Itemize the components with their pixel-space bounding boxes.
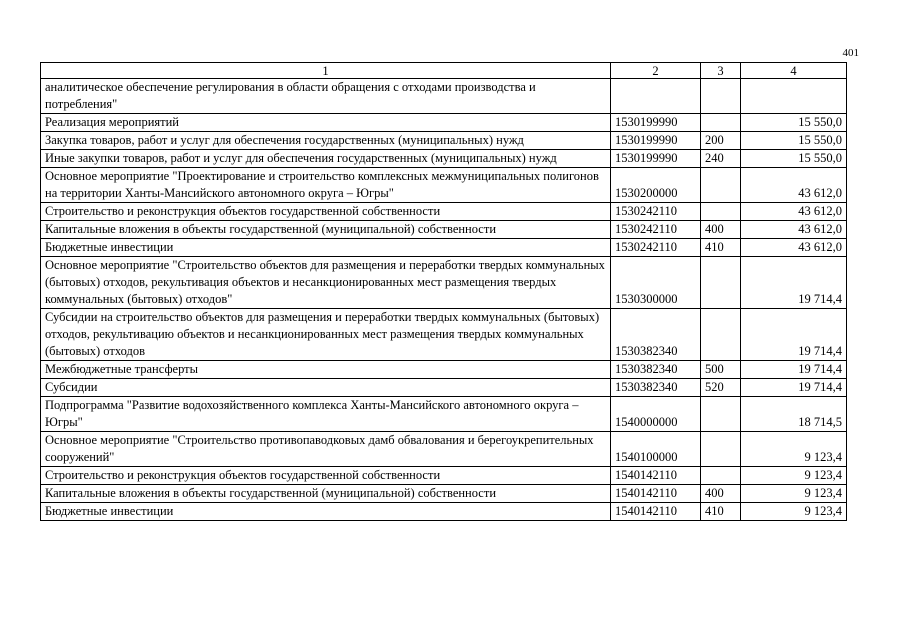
table-row xyxy=(41,309,847,361)
page-number: 401 xyxy=(842,47,859,59)
row-code-cell: 1530382340 xyxy=(611,309,701,361)
table-row xyxy=(41,257,847,309)
table-row xyxy=(41,114,847,132)
table-row xyxy=(41,79,847,114)
row-name-cell: Иные закупки товаров, работ и услуг для обеспечения государственных (муниципальных) нужд xyxy=(41,150,611,168)
row-type-cell xyxy=(701,203,741,221)
row-type-cell: 520 xyxy=(701,379,741,397)
row-code-cell: 1530382340 xyxy=(611,361,701,379)
row-type-cell xyxy=(701,432,741,467)
column-header-4: 4 xyxy=(741,63,847,79)
row-amount-cell: 15 550,0 xyxy=(741,150,847,168)
row-name-cell: Основное мероприятие "Строительство объектов для размещения и переработки твердых коммунальных (бытовых) отходов, рекультивация объектов и несанкционированных мест размещения твердых коммунальных (бытовых) отходов" xyxy=(41,257,611,309)
row-type-cell: 240 xyxy=(701,150,741,168)
row-name-cell: Субсидии xyxy=(41,379,611,397)
row-code-cell xyxy=(611,79,701,114)
table-row xyxy=(41,397,847,432)
row-amount-cell: 9 123,4 xyxy=(741,432,847,467)
table-row xyxy=(41,221,847,239)
table-row xyxy=(41,467,847,485)
row-amount-cell: 15 550,0 xyxy=(741,114,847,132)
table-row xyxy=(41,503,847,521)
column-header-1: 1 xyxy=(41,63,611,79)
row-name-cell: Закупка товаров, работ и услуг для обеспечения государственных (муниципальных) нужд xyxy=(41,132,611,150)
row-type-cell xyxy=(701,79,741,114)
table-row xyxy=(41,132,847,150)
row-type-cell xyxy=(701,257,741,309)
row-name-cell: Строительство и реконструкция объектов государственной собственности xyxy=(41,467,611,485)
table-row xyxy=(41,239,847,257)
row-amount-cell xyxy=(741,79,847,114)
row-code-cell: 1540142110 xyxy=(611,485,701,503)
row-code-cell: 1540142110 xyxy=(611,467,701,485)
row-amount-cell: 19 714,4 xyxy=(741,309,847,361)
budget-table-body xyxy=(41,63,847,521)
table-row xyxy=(41,432,847,467)
row-code-cell: 1530200000 xyxy=(611,168,701,203)
row-type-cell xyxy=(701,467,741,485)
table-row xyxy=(41,485,847,503)
row-name-cell: Капитальные вложения в объекты государственной (муниципальной) собственности xyxy=(41,221,611,239)
row-type-cell: 410 xyxy=(701,503,741,521)
column-header-3: 3 xyxy=(701,63,741,79)
table-header-row xyxy=(41,63,847,79)
row-code-cell: 1530242110 xyxy=(611,239,701,257)
row-amount-cell: 9 123,4 xyxy=(741,485,847,503)
row-name-cell: Основное мероприятие "Строительство противопаводковых дамб обвалования и берегоукрепительных сооружений" xyxy=(41,432,611,467)
row-amount-cell: 43 612,0 xyxy=(741,168,847,203)
row-amount-cell: 19 714,4 xyxy=(741,257,847,309)
row-code-cell: 1540142110 xyxy=(611,503,701,521)
row-amount-cell: 43 612,0 xyxy=(741,221,847,239)
row-type-cell xyxy=(701,114,741,132)
table-row xyxy=(41,361,847,379)
row-name-cell: Подпрограмма "Развитие водохозяйственного комплекса Ханты-Мансийского автономного округа – Югры" xyxy=(41,397,611,432)
row-type-cell: 410 xyxy=(701,239,741,257)
row-name-cell: Субсидии на строительство объектов для размещения и переработки твердых коммунальных (бытовых) отходов, рекультивацию объектов и несанкционированных мест размещения твердых коммунальных (бытовых) отходов xyxy=(41,309,611,361)
row-type-cell: 400 xyxy=(701,485,741,503)
row-name-cell: аналитическое обеспечение регулирования в области обращения с отходами производства и потребления" xyxy=(41,79,611,114)
row-amount-cell: 9 123,4 xyxy=(741,467,847,485)
row-type-cell xyxy=(701,168,741,203)
row-amount-cell: 19 714,4 xyxy=(741,361,847,379)
row-amount-cell: 43 612,0 xyxy=(741,239,847,257)
row-name-cell: Реализация мероприятий xyxy=(41,114,611,132)
row-amount-cell: 19 714,4 xyxy=(741,379,847,397)
row-code-cell: 1530242110 xyxy=(611,221,701,239)
row-type-cell: 500 xyxy=(701,361,741,379)
budget-table xyxy=(40,62,847,521)
table-row xyxy=(41,203,847,221)
row-code-cell: 1540100000 xyxy=(611,432,701,467)
row-code-cell: 1530300000 xyxy=(611,257,701,309)
row-name-cell: Бюджетные инвестиции xyxy=(41,503,611,521)
row-type-cell: 400 xyxy=(701,221,741,239)
row-type-cell: 200 xyxy=(701,132,741,150)
row-name-cell: Межбюджетные трансферты xyxy=(41,361,611,379)
row-code-cell: 1530199990 xyxy=(611,114,701,132)
row-type-cell xyxy=(701,309,741,361)
row-amount-cell: 43 612,0 xyxy=(741,203,847,221)
row-name-cell: Строительство и реконструкция объектов государственной собственности xyxy=(41,203,611,221)
row-code-cell: 1530199990 xyxy=(611,132,701,150)
row-amount-cell: 18 714,5 xyxy=(741,397,847,432)
column-header-2: 2 xyxy=(611,63,701,79)
row-type-cell xyxy=(701,397,741,432)
table-row xyxy=(41,168,847,203)
row-name-cell: Бюджетные инвестиции xyxy=(41,239,611,257)
row-code-cell: 1540000000 xyxy=(611,397,701,432)
row-name-cell: Капитальные вложения в объекты государственной (муниципальной) собственности xyxy=(41,485,611,503)
row-code-cell: 1530199990 xyxy=(611,150,701,168)
table-row xyxy=(41,150,847,168)
row-name-cell: Основное мероприятие "Проектирование и строительство комплексных межмуниципальных полигонов на территории Ханты-Мансийского автономного округа – Югры" xyxy=(41,168,611,203)
row-code-cell: 1530382340 xyxy=(611,379,701,397)
row-code-cell: 1530242110 xyxy=(611,203,701,221)
table-row xyxy=(41,379,847,397)
row-amount-cell: 9 123,4 xyxy=(741,503,847,521)
row-amount-cell: 15 550,0 xyxy=(741,132,847,150)
